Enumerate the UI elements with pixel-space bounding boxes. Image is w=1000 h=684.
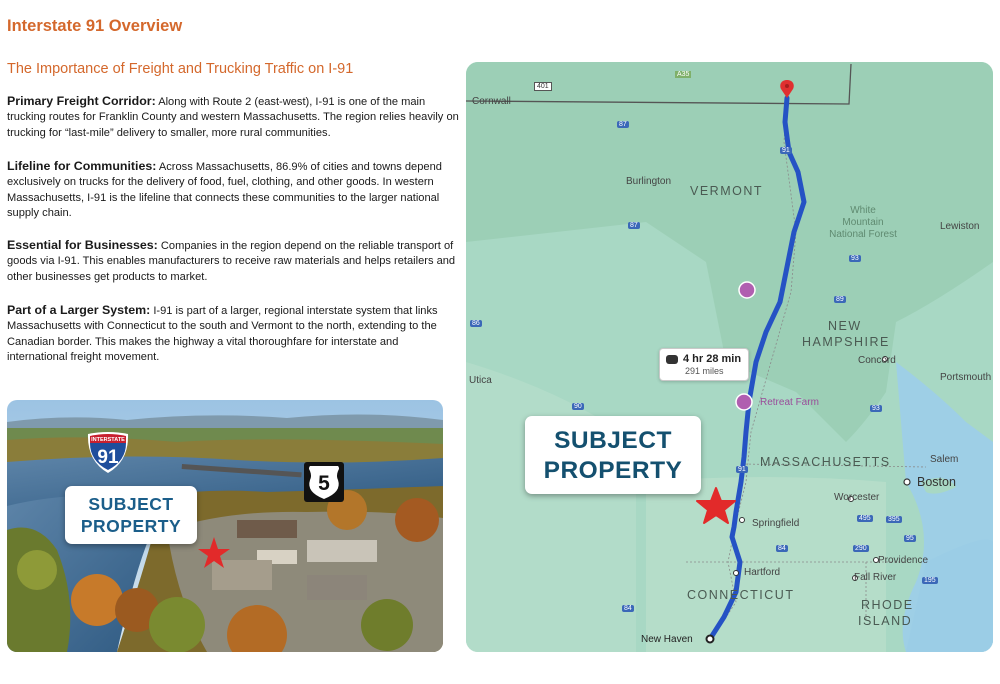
car-icon: [666, 355, 678, 364]
callout-line2: PROPERTY: [543, 457, 683, 484]
city-label-cornwall: Cornwall: [472, 96, 511, 107]
interstate-91-shield-icon: [85, 431, 131, 475]
subject-property-callout-map: [525, 416, 701, 494]
city-label-worcester: Worcester: [834, 492, 880, 503]
section-essential-for-businesses: [7, 238, 459, 285]
section-body: I-91 is part of a larger, regional interstate system that links Massachusetts with Connecticut to the south and Vermont to the north, extending to the Canadian border. This makes the highway a vital thoroughfare for interstate and international freight movement.: [7, 305, 438, 364]
state-label-ri-1: RHODE: [861, 598, 914, 612]
us-route-number: 5: [318, 472, 330, 495]
city-label-burlington: Burlington: [626, 176, 672, 187]
route-shield-91b: 91: [738, 466, 746, 473]
page-subtitle: The Importance of Freight and Trucking Traffic on I-91: [7, 61, 354, 77]
section-part-of-larger-system: [7, 303, 459, 366]
section-lifeline-for-communities: [7, 159, 459, 222]
city-label-salem: Salem: [930, 454, 959, 465]
city-label-boston: Boston: [917, 475, 956, 489]
park-label-white-mountain: [823, 205, 903, 241]
route-shield-495: 495: [859, 515, 871, 522]
park-label-line1: White: [850, 205, 876, 216]
route-shield-195: 195: [924, 577, 936, 584]
us-route-5-shield-icon: [304, 462, 344, 502]
callout-line2: PROPERTY: [80, 516, 182, 536]
route-shield-90: 90: [574, 403, 582, 410]
callout-line1: SUBJECT: [554, 427, 672, 454]
route-shield-401: 401: [534, 82, 552, 91]
park-label-line3: National Forest: [829, 229, 897, 240]
subject-property-callout-photo: [65, 486, 197, 544]
poi-label-retreat-farm: Retreat Farm: [760, 397, 819, 408]
state-label-ri-2: ISLAND: [858, 614, 913, 628]
route-shield-87b: 87: [630, 222, 638, 229]
route-shield-395: 395: [888, 516, 900, 523]
interstate-label: INTERSTATE: [91, 437, 125, 443]
callout-line1: SUBJECT: [88, 494, 174, 514]
poi-icon: [739, 282, 755, 298]
park-label-line2: Mountain: [842, 217, 884, 228]
state-label-nh-1: NEW: [828, 319, 862, 333]
route-shield-93: 93: [851, 255, 859, 262]
city-label-springfield: Springfield: [752, 518, 800, 529]
section-body: Companies in the region depend on the reliable transport of goods via I-91. This enables manufacturers to receive raw materials and helps retailers and other businesses get products to market.: [7, 240, 456, 283]
origin-point-icon: [707, 636, 714, 643]
section-body: Along with Route 2 (east-west), I-91 is one of the main trucking routes for Franklin County and western Massachusetts. The region relies heavily on trucking for “last-mile” delivery to smaller, more rural communities.: [7, 96, 459, 139]
section-heading: Essential for Businesses:: [7, 238, 158, 252]
section-body: Across Massachusetts, 86.9% of cities and towns depend exclusively on trucks for the delivery of food, fuel, clothing, and other goods. In western Massachusetts, I-91 is the lifeline that connects these communities to the larger national supply chain.: [7, 161, 442, 220]
city-label-fall-river: Fall River: [854, 572, 897, 583]
route-shield-93b: 93: [872, 405, 880, 412]
state-label-vermont: VERMONT: [690, 184, 763, 198]
state-label-nh-2: HAMPSHIRE: [802, 335, 890, 349]
city-label-hartford: Hartford: [744, 567, 781, 578]
route-time: 4 hr 28 min: [683, 353, 742, 365]
section-heading: Lifeline for Communities:: [7, 159, 157, 173]
section-primary-freight-corridor: [7, 94, 459, 141]
interstate-number: 91: [97, 447, 119, 468]
route-distance: 291 miles: [685, 366, 724, 376]
state-label-connecticut: CONNECTICUT: [687, 588, 795, 602]
route-shield-87: 87: [619, 121, 627, 128]
state-label-massachusetts: MASSACHUSETTS: [760, 455, 891, 469]
city-label-lewiston: Lewiston: [940, 221, 980, 232]
city-label-providence: Providence: [878, 555, 929, 566]
city-label-utica: Utica: [469, 375, 492, 386]
route-shield-86: 86: [472, 320, 480, 327]
section-heading: Primary Freight Corridor:: [7, 94, 156, 108]
route-shield-84: 84: [778, 545, 786, 552]
section-heading: Part of a Larger System:: [7, 303, 151, 317]
route-shield-290: 290: [855, 545, 867, 552]
page-title: Interstate 91 Overview: [7, 17, 183, 35]
route-shield-a35: A35: [677, 71, 690, 78]
route-info-box[interactable]: [659, 348, 749, 381]
city-label-portsmouth: Portsmouth: [940, 372, 992, 383]
route-shield-95: 95: [906, 535, 914, 542]
route-shield-89: 89: [836, 296, 844, 303]
city-label-concord: Concord: [858, 355, 896, 366]
route-shield-84b: 84: [624, 605, 632, 612]
poi-icon: [736, 394, 752, 410]
route-shield-91: 91: [782, 147, 790, 154]
city-label-new-haven: New Haven: [641, 634, 693, 645]
route-time-row: [666, 353, 742, 365]
